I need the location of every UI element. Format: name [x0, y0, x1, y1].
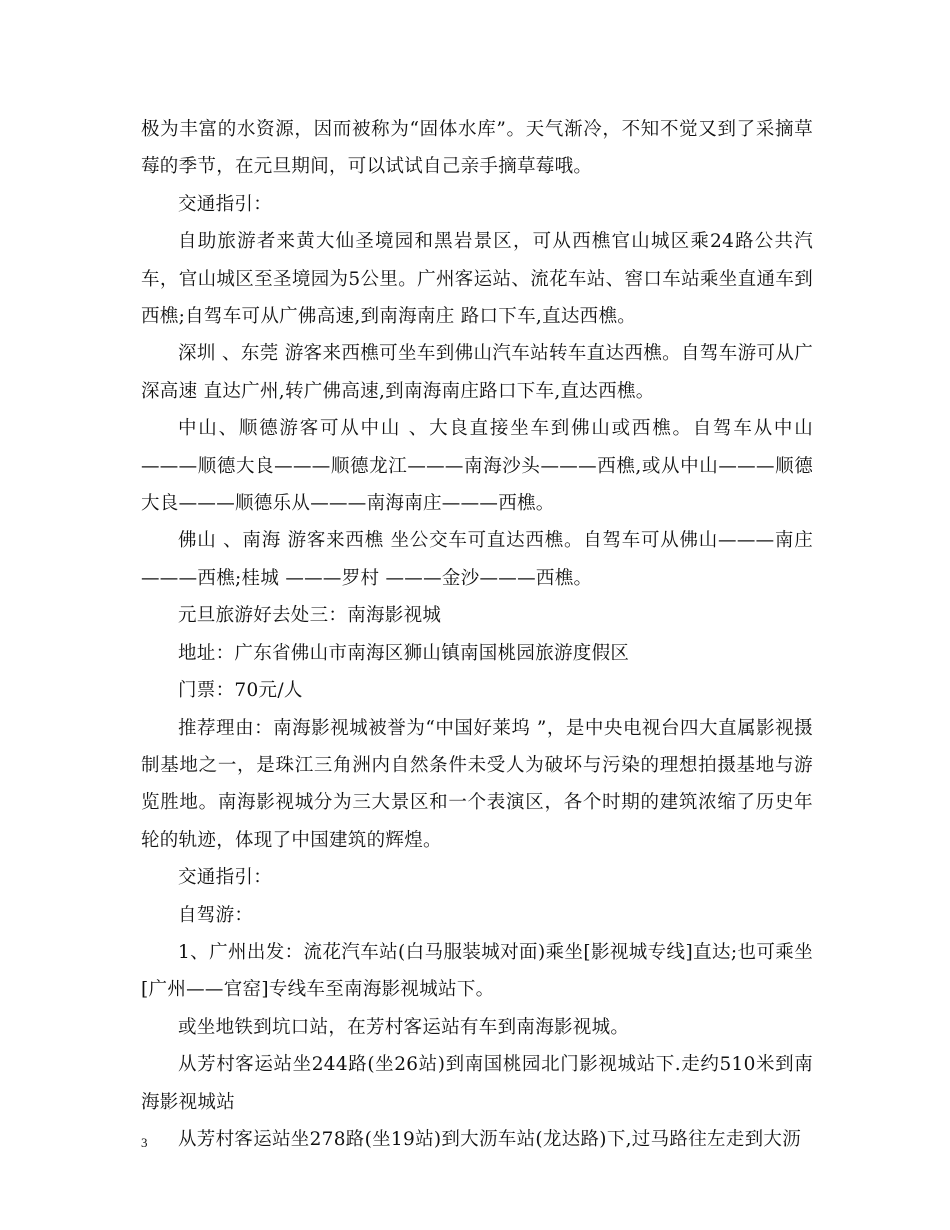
- paragraph-1: 极为丰富的水资源，因而被称为“固体水库”。天气渐冷，不知不觉又到了采摘草莓的季节，在元旦期间，可以试试自己亲手摘草莓哦。: [141, 119, 813, 178]
- paragraph-12: 自驾游：: [178, 904, 254, 926]
- paragraph-7: 元旦旅游好去处三：南海影视城: [178, 605, 442, 627]
- paragraph-9: 门票：70元/人: [178, 680, 303, 702]
- paragraph-4: 深圳 、东莞 游客来西樵可坐车到佛山汽车站转车直达西樵。自驾车游可从广深高速 直达广州,转广佛高速,到南海南庄路口下车,直达西樵。: [141, 343, 813, 402]
- paragraph-5: 中山、顺德游客可从中山 、大良直接坐车到佛山或西樵。自驾车从中山———顺德大良———顺德龙江———南海沙头———西樵,或从中山———顺德大良———顺德乐从———南海南庄———西樵。: [141, 418, 813, 515]
- paragraph-11: 交通指引：: [178, 867, 273, 889]
- paragraph-16: 从芳村客运站坐278路(坐19站)到大沥车站(龙达路)下,过马路往左走到大沥: [178, 1128, 802, 1150]
- paragraph-3: 自助旅游者来黄大仙圣境园和黑岩景区，可从西樵官山城区乘24路公共汽车，官山城区至圣境园为5公里。广州客运站、流花车站、窖口车站乘坐直通车到西樵;自驾车可从广佛高速,到南海南庄 路口下车,直达西樵。: [141, 231, 813, 328]
- document-body: [141, 111, 813, 1158]
- paragraph-6: 佛山 、南海 游客来西樵 坐公交车可直达西樵。自驾车可从佛山———南庄———西樵;桂城 ———罗村 ———金沙———西樵。: [141, 530, 813, 589]
- paragraph-8: 地址：广东省佛山市南海区狮山镇南国桃园旅游度假区: [178, 642, 630, 664]
- paragraph-14: 或坐地铁到坑口站，在芳村客运站有车到南海影视城。: [178, 1016, 630, 1038]
- paragraph-10: 推荐理由：南海影视城被誉为“中国好莱坞 ”，是中央电视台四大直属影视摄制基地之一，是珠江三角洲内自然条件未受人为破坏与污染的理想拍摄基地与游览胜地。南海影视城分为三大景区和一个表演区，各个时期的建筑浓缩了历史年轮的轨迹，体现了中国建筑的辉煌。: [141, 717, 813, 851]
- paragraph-13: 1、广州出发：流花汽车站(白马服装城对面)乘坐[影视城专线]直达;也可乘坐[广州——官窑]专线车至南海影视城站下。: [141, 941, 813, 1001]
- paragraph-15: 从芳村客运站坐244路(坐26站)到南国桃园北门影视城站下.走约510米到南海影视城站: [141, 1054, 813, 1113]
- page-number: 3: [141, 1135, 148, 1150]
- paragraph-2: 交通指引：: [178, 193, 273, 215]
